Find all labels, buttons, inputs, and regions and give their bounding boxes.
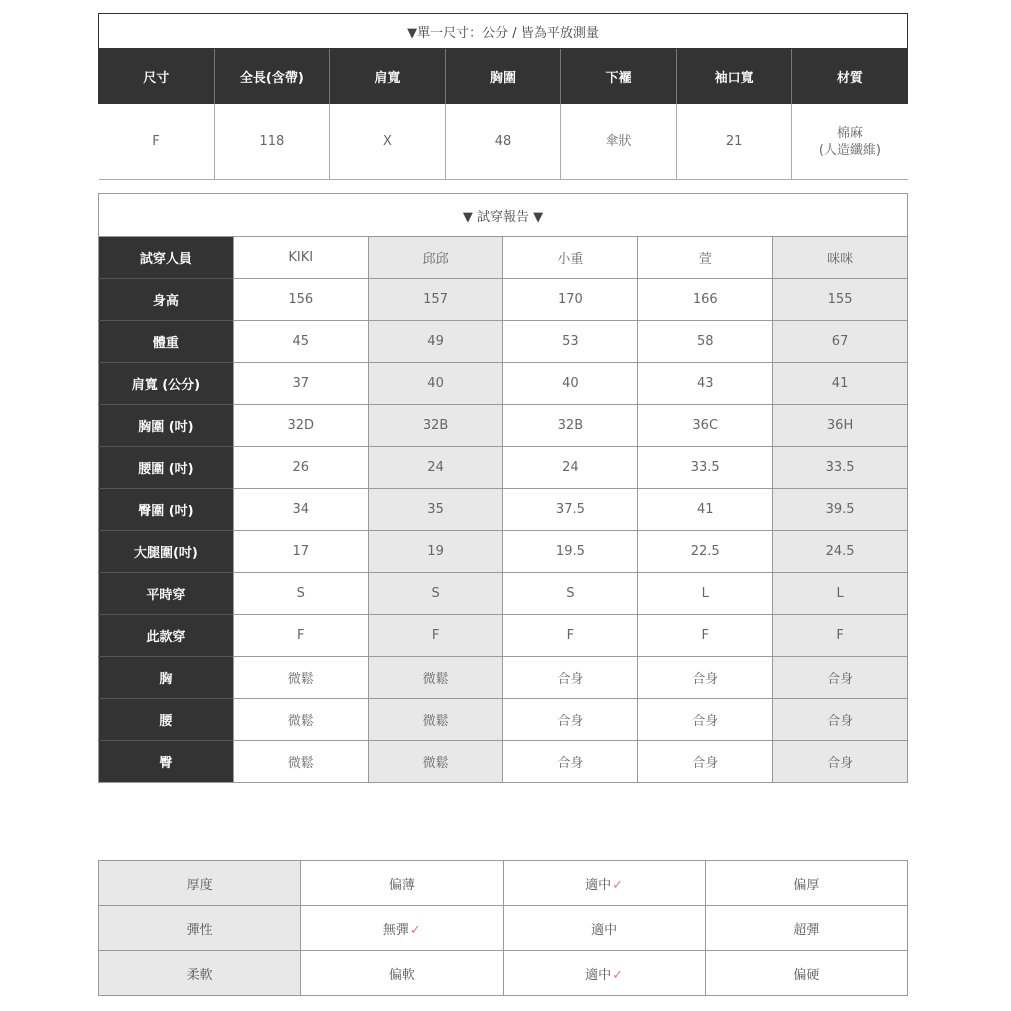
fit-cell: 36H: [773, 405, 908, 447]
fit-row-label: 身高: [99, 279, 234, 321]
fit-cell: 40: [368, 363, 503, 405]
fit-cell: F: [773, 615, 908, 657]
fit-row: [99, 741, 908, 783]
fit-cell: 166: [638, 279, 773, 321]
fabric-row: [99, 906, 908, 951]
fit-cell: 155: [773, 279, 908, 321]
size-header-shoulder: 肩寬: [330, 49, 446, 105]
size-value-row: [99, 104, 908, 180]
material-line-1: 棉麻: [836, 125, 863, 141]
fit-cell: 合身: [638, 699, 773, 741]
material-line-2: (人造纖維): [818, 142, 882, 158]
fit-cell: 合身: [638, 741, 773, 783]
fit-cell: 24: [368, 447, 503, 489]
fit-cell: F: [233, 615, 368, 657]
fit-row-label: 體重: [99, 321, 234, 363]
fit-cell: F: [638, 615, 773, 657]
fit-cell: 合身: [503, 741, 638, 783]
fit-row: [99, 405, 908, 447]
fit-cell: 合身: [638, 657, 773, 699]
size-value-hem: 傘狀: [561, 104, 677, 180]
size-table: [98, 13, 908, 180]
fit-row-label: 胸: [99, 657, 234, 699]
fit-row-label: 肩寬 (公分): [99, 363, 234, 405]
fit-row-label: 大腿圍(吋): [99, 531, 234, 573]
fit-cell: 58: [638, 321, 773, 363]
fit-row: [99, 657, 908, 699]
fit-cell: L: [773, 573, 908, 615]
fabric-option-label: 偏薄: [388, 877, 415, 893]
fit-cell: S: [368, 573, 503, 615]
fit-cell: 37: [233, 363, 368, 405]
size-header-size: 尺寸: [99, 49, 215, 105]
fit-cell: 合身: [503, 657, 638, 699]
fabric-option: [301, 861, 503, 906]
size-table-title: ▼單一尺寸：公分 / 皆為平放測量: [99, 14, 908, 49]
size-header-hem: 下襬: [561, 49, 677, 105]
size-header-length: 全長(含帶): [214, 49, 330, 105]
fit-cell: 67: [773, 321, 908, 363]
fit-cell: 36C: [638, 405, 773, 447]
fabric-row-label: 彈性: [99, 906, 301, 951]
fabric-option-label: 超彈: [793, 922, 820, 938]
fit-cell: 170: [503, 279, 638, 321]
fit-cell: 微鬆: [233, 741, 368, 783]
fabric-option: [503, 861, 705, 906]
fit-cell: 微鬆: [368, 657, 503, 699]
size-value-shoulder: X: [330, 104, 446, 180]
fabric-option-label: 適中: [585, 967, 612, 983]
fit-cell: 49: [368, 321, 503, 363]
fit-row-label: 腰: [99, 699, 234, 741]
fabric-option-label: 適中: [585, 877, 612, 893]
check-mark-icon: ✓: [612, 967, 624, 983]
fit-cell: F: [503, 615, 638, 657]
fabric-row-label: 厚度: [99, 861, 301, 906]
size-value-chest: 48: [445, 104, 561, 180]
fit-cell: KIKI: [233, 237, 368, 279]
fabric-option: [705, 906, 907, 951]
fabric-option-label: 無彈: [382, 922, 409, 938]
fit-row-label: 此款穿: [99, 615, 234, 657]
fit-report-body: [99, 237, 908, 783]
fabric-option: [705, 861, 907, 906]
fabric-option: [705, 951, 907, 996]
fabric-option: [503, 906, 705, 951]
check-mark-icon: ✓: [409, 922, 421, 938]
fit-cell: S: [233, 573, 368, 615]
fit-row-label: 臀圍 (吋): [99, 489, 234, 531]
fabric-option-label: 偏厚: [793, 877, 820, 893]
fit-row: [99, 531, 908, 573]
fit-row: [99, 363, 908, 405]
fit-cell: 小重: [503, 237, 638, 279]
fit-row-label: 腰圍 (吋): [99, 447, 234, 489]
fit-cell: 32B: [503, 405, 638, 447]
size-header-chest: 胸圍: [445, 49, 561, 105]
fit-cell: 156: [233, 279, 368, 321]
fit-row-label: 平時穿: [99, 573, 234, 615]
fabric-row-label: 柔軟: [99, 951, 301, 996]
fit-cell: 合身: [773, 699, 908, 741]
fit-report-table: [98, 193, 908, 783]
fabric-row: [99, 861, 908, 906]
size-value-size: F: [99, 104, 215, 180]
fit-cell: 32D: [233, 405, 368, 447]
fit-row: [99, 615, 908, 657]
fit-cell: 26: [233, 447, 368, 489]
fabric-option: [503, 951, 705, 996]
fit-cell: 24.5: [773, 531, 908, 573]
fit-cell: 邱邱: [368, 237, 503, 279]
size-header-material: 材質: [792, 49, 908, 105]
fit-cell: 萱: [638, 237, 773, 279]
fit-cell: 合身: [773, 657, 908, 699]
size-value-material: [792, 104, 908, 180]
fit-cell: 24: [503, 447, 638, 489]
fit-cell: 33.5: [638, 447, 773, 489]
fit-cell: 41: [773, 363, 908, 405]
size-value-cuff: 21: [676, 104, 792, 180]
fit-row: [99, 489, 908, 531]
fit-row-label: 試穿人員: [99, 237, 234, 279]
fit-row: [99, 237, 908, 279]
fit-cell: F: [368, 615, 503, 657]
fit-cell: 35: [368, 489, 503, 531]
fit-row: [99, 447, 908, 489]
fit-report-title: ▼ 試穿報告 ▼: [99, 194, 908, 237]
fit-cell: 咪咪: [773, 237, 908, 279]
fit-cell: 33.5: [773, 447, 908, 489]
size-header-row: [99, 49, 908, 105]
fit-cell: 17: [233, 531, 368, 573]
fit-cell: L: [638, 573, 773, 615]
fit-row: [99, 699, 908, 741]
fit-cell: 合身: [503, 699, 638, 741]
fabric-option-label: 適中: [591, 922, 618, 938]
fit-cell: S: [503, 573, 638, 615]
fit-cell: 53: [503, 321, 638, 363]
fit-cell: 22.5: [638, 531, 773, 573]
fit-cell: 39.5: [773, 489, 908, 531]
fit-cell: 40: [503, 363, 638, 405]
fit-cell: 微鬆: [368, 699, 503, 741]
fit-cell: 45: [233, 321, 368, 363]
fabric-row: [99, 951, 908, 996]
fit-row-label: 胸圍 (吋): [99, 405, 234, 447]
fit-cell: 157: [368, 279, 503, 321]
fabric-option: [301, 951, 503, 996]
fit-cell: 34: [233, 489, 368, 531]
fit-cell: 19: [368, 531, 503, 573]
fit-cell: 微鬆: [233, 657, 368, 699]
check-mark-icon: ✓: [612, 877, 624, 893]
fabric-body: [99, 861, 908, 996]
fabric-option: [301, 906, 503, 951]
size-value-length: 118: [214, 104, 330, 180]
fit-row: [99, 573, 908, 615]
fit-cell: 微鬆: [368, 741, 503, 783]
fit-cell: 微鬆: [233, 699, 368, 741]
fit-cell: 43: [638, 363, 773, 405]
fit-cell: 32B: [368, 405, 503, 447]
fit-cell: 合身: [773, 741, 908, 783]
fit-cell: 19.5: [503, 531, 638, 573]
fit-row: [99, 321, 908, 363]
size-header-cuff: 袖口寬: [676, 49, 792, 105]
fit-cell: 41: [638, 489, 773, 531]
fit-row-label: 臀: [99, 741, 234, 783]
fabric-table: [98, 860, 908, 996]
fit-cell: 37.5: [503, 489, 638, 531]
fit-row: [99, 279, 908, 321]
fabric-option-label: 偏硬: [793, 967, 820, 983]
fabric-option-label: 偏軟: [388, 967, 415, 983]
